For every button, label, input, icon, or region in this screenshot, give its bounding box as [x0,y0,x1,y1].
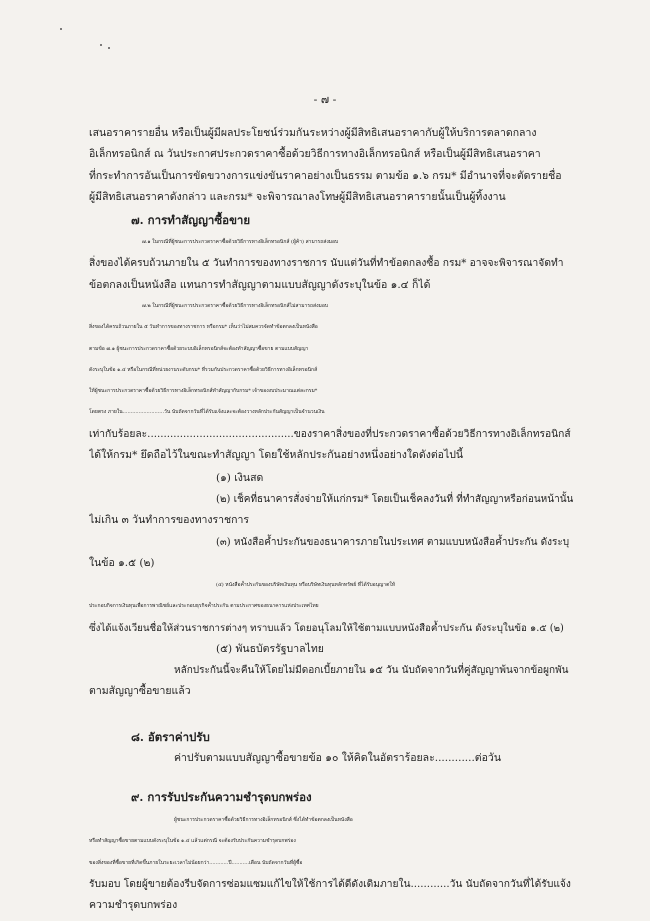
text-line: ข้อตกลงเป็นหนังสือ แทนการทำสัญญาตามแบบสัญญาดังระบุในข้อ ๑.๔ ก็ได้ [89,278,431,291]
text-line: ๗.๒ ในกรณีที่ผู้ชนะการประกวดราคาซื้อด้วยวิธีการทางอิเล็กทรอนิกส์ไม่สามารถส่งมอบ [142,303,329,309]
text-line: (๔) หนังสือค้ำประกันของบริษัทเงินทุน หรือบริษัทเงินทุนหลักทรัพย์ ที่ได้รับอนุญาตให้ [216,582,396,588]
text-line: หลักประกันนี้จะคืนให้โดยไม่มีดอกเบี้ยภายใน ๑๕ วัน นับถัดจากวันที่คู่สัญญาพ้นจากข้อผูกพัน [174,665,569,676]
text-line: ผู้ชนะการประกวดราคาซื้อด้วยวิธีการทางอิเล็กทรอนิกส์ ซึ่งได้ทำข้อตกลงเป็นหนังสือ [174,817,353,823]
text-line: รับมอบ โดยผู้ขายต้องรีบจัดการซ่อมแซมแก้ไขให้ใช้การได้ดีดังเดิมภายใน............วัน นับถัดจากวันที่ได้รับแจ้ง [89,877,571,890]
guarantee-item-4 [89,575,564,639]
text-line: ตามข้อ ๗.๑ ผู้ชนะการประกวดราคาซื้อด้วยระบบอิเล็กทรอนิกส์จะต้องทำสัญญาซื้อขาย ตามแบบสัญญา [89,345,309,352]
clause-7-2 [89,296,571,466]
guarantee-item-2 [89,489,573,532]
text-line: สิ่งของได้ครบถ้วนภายใน ๕ วันทำการของทางราชการ หรือกรม* เห็นว่าไม่สมควรจัดทำข้อตกลงเป็นหนังสือ [89,324,318,331]
guarantee-item-5: (๕) พันธบัตรรัฐบาลไทย [216,643,324,655]
text-line: สิ่งของได้ครบถ้วนภายใน ๕ วันทำการของทางราชการ นับแต่วันที่ทำข้อตกลงซื้อ กรม* อาจจะพิจารณาจัดทำ [89,257,564,270]
text-line: ได้ให้กรม* ยึดถือไว้ในขณะทำสัญญา โดยใช้หลักประกันอย่างหนึ่งอย่างใดดังต่อไปนี้ [89,449,464,462]
section-8-text: ค่าปรับตามแบบสัญญาซื้อขายข้อ ๑๐ ให้คิดในอัตราร้อยละ............ต่อวัน [174,752,501,764]
scan-speck [100,44,102,46]
text-line: เสนอราคารายอื่น หรือเป็นผู้มีผลประโยชน์ร่วมกันระหว่างผู้มีสิทธิเสนอราคากับผู้ให้บริการตลาดกลาง [89,127,537,139]
text-line: ประกอบกิจการเงินทุนเพื่อการพาณิชย์และประกอบธุรกิจค้ำประกัน ตามประกาศของธนาคารแห่งประเทศไทย [89,603,319,610]
text-line: หรือทำสัญญาซื้อขายตามแบบดังระบุในข้อ ๑.๔ แล้วแต่กรณี จะต้องรับประกันความชำรุดบกพร่อง [89,838,296,845]
text-line: ของสิ่งของที่ซื้อขายที่เกิดขึ้นภายในระยะเวลาไม่น้อยกว่า............ปี...........เดือน นับถัดจากวันที่ผู้ซื้อ [89,859,303,866]
text-line: ในข้อ ๑.๕ (๒) [89,557,155,570]
intro-paragraph [89,123,562,208]
text-line: ซึ่งได้แจ้งเวียนชื่อให้ส่วนราชการต่างๆ ทราบแล้ว โดยอนุโลมให้ใช้ตามแบบหนังสือค้ำประกัน ดังระบุในข้อ ๑.๕ (๒) [89,622,564,634]
section-8-heading: ๘. อัตราค่าปรับ [131,730,210,744]
page-number: - ๗ - [313,93,337,106]
text-line: ไม่เกิน ๓ วันทำการของทางราชการ [89,514,250,527]
text-line: ดังระบุในข้อ ๑.๔ หรือในกรณีที่หน่วยงานระดับกรม* ที่รวมกันประกวดราคาซื้อด้วยวิธีการทางอิเล็กทรอนิกส์ [89,366,318,373]
guarantee-item-3 [89,532,569,575]
text-line: ที่กระทำการอันเป็นการขัดขวางการแข่งขันราคาอย่างเป็นธรรม ตามข้อ ๑.๖ กรม* มีอำนาจที่จะตัดรายชื่อ [89,169,562,182]
scan-speck [108,47,110,49]
clause-7-1 [89,232,563,296]
text-line: เท่ากับร้อยละ.............................................ของราคาสิ่งของที่ประกวดราคาซื้อด้วยวิธีการทางอิเล็กทรอนิกส์ [89,427,571,440]
text-line: ความชำรุดบกพร่อง [89,899,178,912]
text-line: ผู้มีสิทธิเสนอราคาดังกล่าว และกรม* จะพิจารณาลงโทษผู้มีสิทธิเสนอราคารายนั้นเป็นผู้ทิ้งงาน [89,190,506,203]
text-line: ให้ผู้ชนะการประกวดราคาซื้อด้วยวิธีการทางอิเล็กทรอนิกส์ทำสัญญากับกรม* เจ้าของงบประมาณแต่ละกรม* [89,388,318,395]
text-line: (๒) เช็คที่ธนาคารสั่งจ่ายให้แก่กรม* โดยเป็นเช็คลงวันที่ ที่ทำสัญญาหรือก่อนหน้านั้น [216,494,574,505]
section-9-body [89,810,571,916]
text-line: ตามสัญญาซื้อขายแล้ว [89,685,191,698]
text-line: (๓) หนังสือค้ำประกันของธนาคารภายในประเทศ ตามแบบหนังสือค้ำประกัน ดังระบุ [216,537,570,548]
text-line: อิเล็กทรอนิกส์ ณ วันประกาศประกวดราคาซื้อด้วยวิธีการทางอิเล็กทรอนิกส์ หรือเป็นผู้มีสิทธิเสนอราคา [89,148,541,161]
section-7-heading: ๗. การทำสัญญาซื้อขาย [131,213,251,227]
section-9-heading: ๙. การรับประกันความชำรุดบกพร่อง [131,790,312,804]
text-line: โดยตรง ภายใน..........................วัน นับถัดจากวันที่ได้รับแจ้งและจะต้องวางหลักประกันสัญญาเป็นจำนวนเงิน [89,409,325,416]
scan-speck [60,28,62,30]
guarantee-return [89,660,569,703]
text-line: ๗.๑ ในกรณีที่ผู้ชนะการประกวดราคาซื้อด้วยวิธีการทางอิเล็กทรอนิกส์ (ผู้ค้า) สามารถส่งมอบ [142,239,339,245]
guarantee-item-1: (๑) เงินสด [216,472,264,484]
